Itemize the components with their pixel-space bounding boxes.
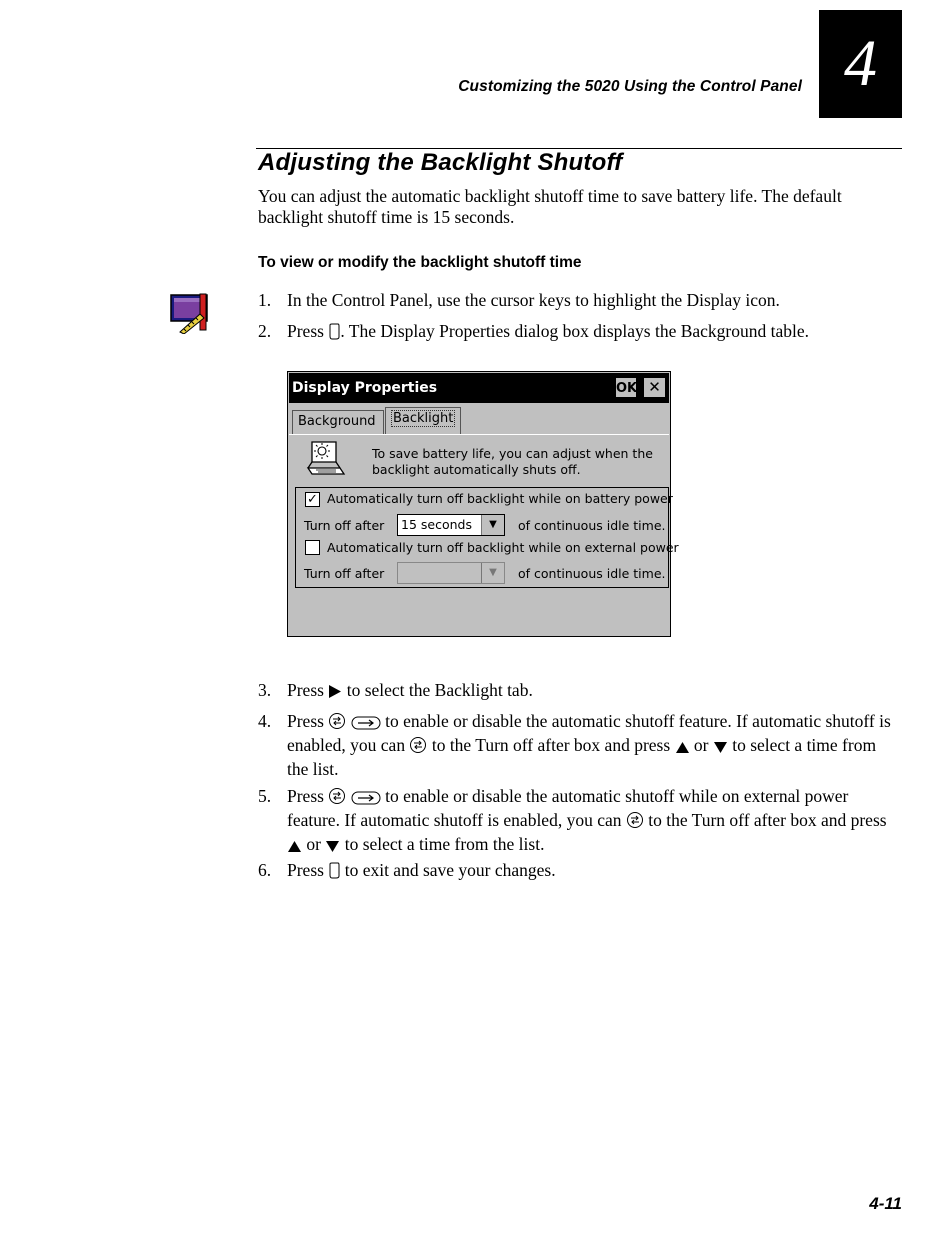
display-properties-dialog — [287, 371, 679, 637]
tab-key-icon — [328, 712, 346, 735]
step-5 — [258, 786, 898, 858]
chevron-down-icon[interactable]: ▼ — [481, 515, 504, 535]
enter-key-icon — [328, 862, 340, 884]
step-1 — [258, 290, 878, 311]
step-3 — [258, 680, 878, 704]
step-text: or — [689, 735, 713, 755]
battery-backlight-checkbox[interactable]: ✓ — [305, 492, 320, 507]
step-text: to exit and save your changes. — [340, 860, 556, 880]
external-timeout-dropdown[interactable] — [397, 562, 505, 584]
step-number: 6. — [258, 860, 272, 880]
external-backlight-label: Automatically turn off backlight while on external power — [327, 540, 679, 555]
tab-key-icon — [328, 787, 346, 810]
tab-background[interactable]: Background — [292, 410, 384, 434]
space-key-icon — [351, 789, 381, 810]
page-number: 4-11 — [869, 1194, 902, 1213]
backlight-settings-group — [295, 487, 679, 588]
up-arrow-key — [675, 738, 690, 759]
display-control-panel-icon — [170, 292, 212, 334]
battery-turn-off-label: Turn off after — [304, 518, 385, 533]
battery-timeout-value: 15 seconds — [401, 517, 472, 532]
intro-paragraph: You can adjust the automatic backlight shutoff time to save battery life. The default backlight shutoff time is 15 seconds. — [258, 186, 842, 227]
down-arrow-key — [325, 837, 340, 858]
battery-idle-suffix: of continuous idle time. — [518, 518, 666, 533]
step-text: Press — [287, 786, 329, 806]
step-text: or — [302, 834, 326, 854]
step-number: 4. — [258, 711, 272, 731]
chapter-number: 4 — [844, 27, 877, 100]
dialog-title-bar — [289, 373, 669, 403]
battery-backlight-label: Automatically turn off backlight while on battery power — [327, 491, 673, 506]
dialog-title: Display Properties — [292, 380, 438, 396]
step-6 — [258, 860, 878, 884]
step-number: 2. — [258, 321, 272, 341]
tab-backlight[interactable] — [385, 407, 461, 435]
step-text: to the Turn off after box and press — [427, 735, 675, 755]
chevron-down-icon[interactable]: ▼ — [481, 563, 504, 583]
step-text: In the Control Panel, use the cursor keys to highlight the Display icon. — [287, 290, 780, 310]
battery-timeout-dropdown[interactable] — [397, 514, 505, 536]
dialog-info-text: To save battery life, you can adjust when the backlight automatically shuts off. — [372, 446, 653, 477]
step-text: Press — [287, 321, 329, 341]
step-number: 5. — [258, 786, 272, 806]
step-text: to select a time from the list. — [287, 735, 877, 779]
step-text: to enable or disable the automatic shutoff feature. If automatic shutoff is enabled, you can — [287, 711, 891, 755]
step-text: Press — [287, 711, 329, 731]
up-arrow-key — [287, 837, 302, 858]
tab-key-icon — [409, 736, 427, 759]
space-key-icon — [351, 714, 381, 735]
step-text: to the Turn off after box and press — [643, 810, 887, 830]
step-text: to select the Backlight tab. — [342, 680, 533, 700]
external-backlight-checkbox[interactable] — [305, 540, 320, 555]
tab-divider — [289, 434, 669, 435]
step-2 — [258, 321, 878, 345]
running-head: Customizing the 5020 Using the Control Panel — [458, 78, 802, 95]
tab-key-icon — [626, 811, 644, 834]
chapter-tab — [819, 10, 902, 118]
step-number: 3. — [258, 680, 272, 700]
external-idle-suffix: of continuous idle time. — [518, 566, 666, 581]
procedure-heading: To view or modify the backlight shutoff time — [258, 254, 582, 271]
step-text: Press — [287, 680, 329, 700]
step-text: Press — [287, 860, 329, 880]
section-title: Adjusting the Backlight Shutoff — [258, 149, 623, 176]
enter-key-icon — [328, 323, 340, 345]
step-number: 1. — [258, 290, 272, 310]
step-4 — [258, 711, 898, 780]
external-turn-off-label: Turn off after — [304, 566, 385, 581]
step-text: to enable or disable the automatic shutoff while on external power feature. If automatic shutoff is enabled, you can — [287, 786, 849, 830]
close-icon[interactable]: ✕ — [643, 377, 666, 398]
step-text: . The Display Properties dialog box displays the Background table. — [340, 321, 810, 341]
down-arrow-key — [713, 738, 728, 759]
tab-backlight-label: Backlight — [393, 411, 454, 426]
right-arrow-key — [328, 683, 342, 704]
step-text: to select a time from the list. — [340, 834, 545, 854]
ok-button[interactable]: OK — [615, 377, 637, 398]
backlight-laptop-icon — [306, 438, 348, 478]
